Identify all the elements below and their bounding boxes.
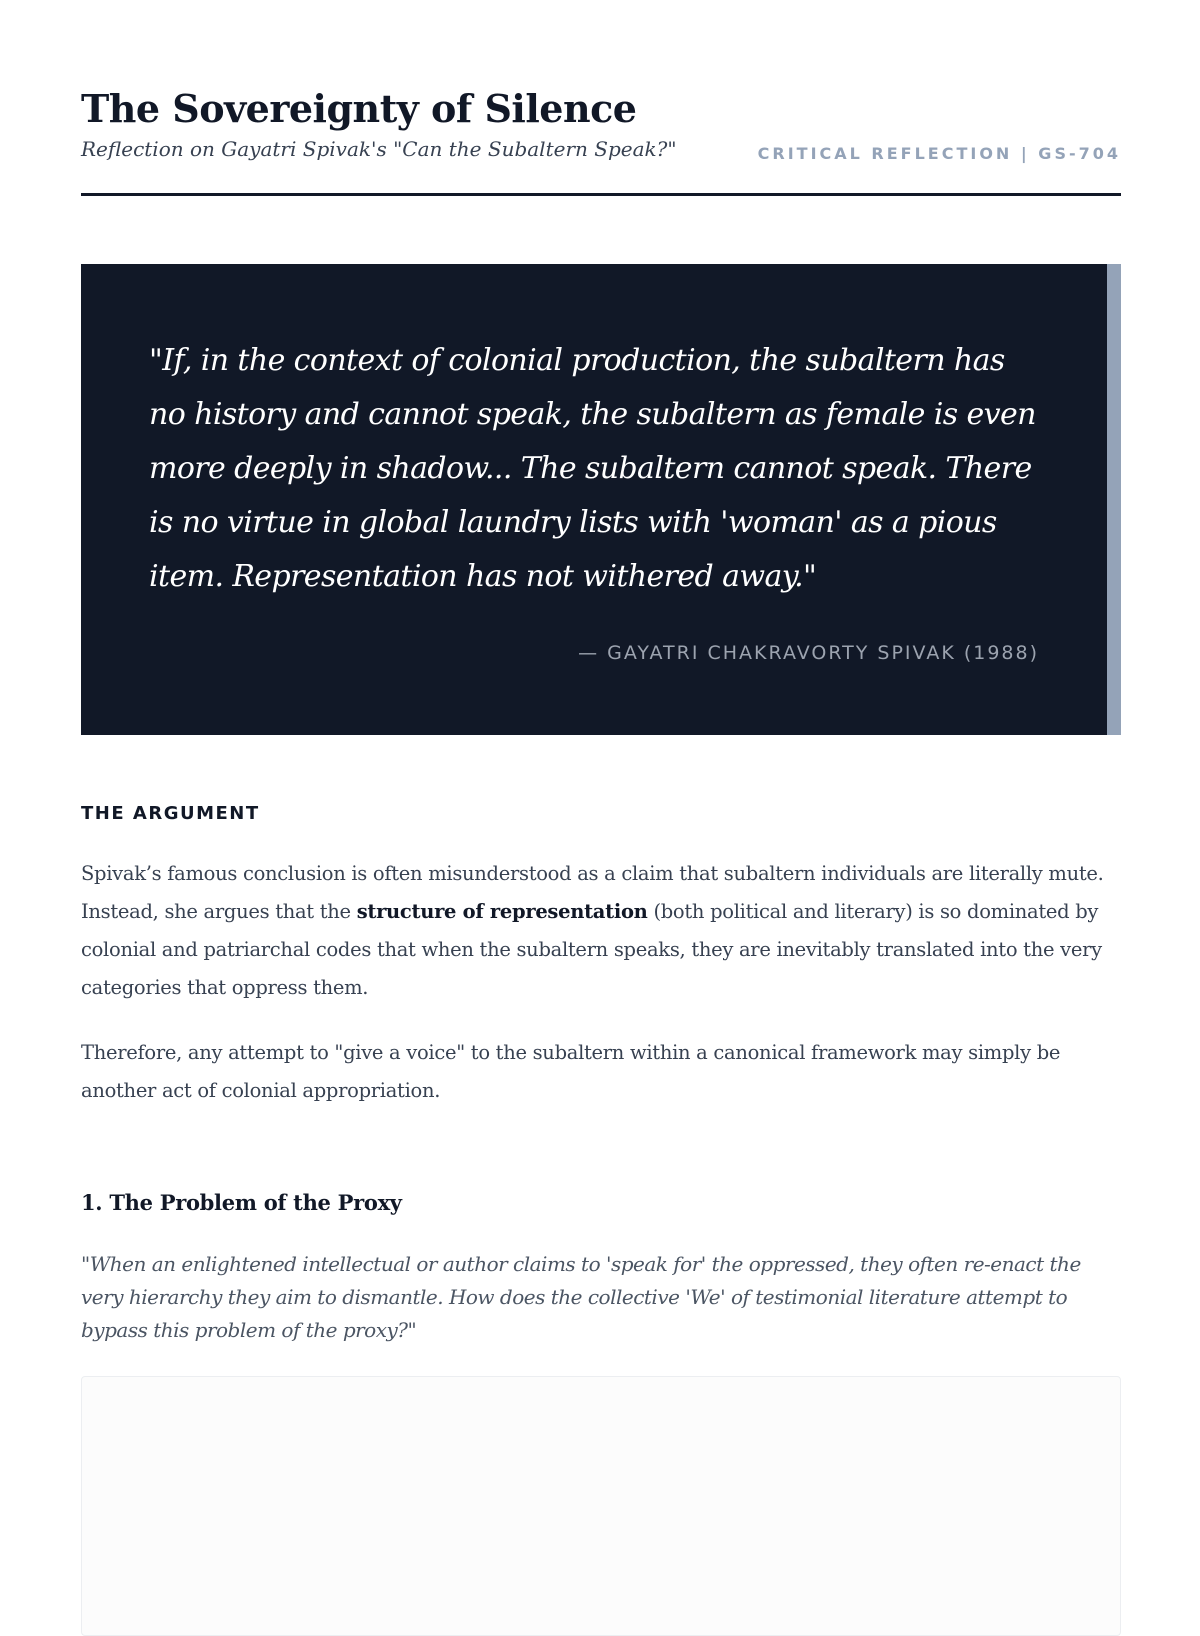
epigraph-quote-block	[81, 264, 1121, 735]
page-subtitle: Reflection on Gayatri Spivak's "Can the Subaltern Speak?"	[81, 137, 677, 161]
epigraph-attribution: — GAYATRI CHAKRAVORTY SPIVAK (1988)	[578, 642, 1039, 664]
argument-emphasis: structure of representation	[356, 900, 648, 923]
page-header	[81, 80, 1121, 196]
question-1-answer-input[interactable]	[81, 1376, 1121, 1636]
epigraph-quote-text: "If, in the context of colonial production, the subaltern has no history and cannot speak, the subaltern as female is even more deeply in shadow... The subaltern cannot speak. There is no virtue in global laundry lists with 'woman' as a pious item. Representation has not withered away."	[149, 343, 1036, 594]
page-title: The Sovereignty of Silence	[81, 86, 637, 131]
argument-heading: THE ARGUMENT	[81, 803, 260, 824]
course-tag: CRITICAL REFLECTION | GS-704	[757, 144, 1121, 163]
argument-paragraph-1-start: Spivak’s famous conclusion is often misunderstood as a claim that subaltern individuals are literally mute. Instead, she argues that the	[81, 862, 1104, 923]
question-1-title: 1. The Problem of the Proxy	[81, 1190, 402, 1215]
argument-paragraph-1-end: (both political and literary) is so dominated by colonial and patriarchal codes that when the subaltern speaks, they are inevitably translated into the very categories that oppress them.	[81, 900, 1102, 999]
argument-paragraph-1	[81, 855, 1121, 1007]
question-1-prompt: "When an enlightened intellectual or author claims to 'speak for' the oppressed, they often re-enact the very hierarchy they aim to dismantle. How does the collective 'We' of testimonial literature attempt to bypass this problem of the proxy?"	[81, 1252, 1081, 1342]
argument-paragraph-2: Therefore, any attempt to "give a voice" to the subaltern within a canonical framework may simply be another act of colonial appropriation.	[81, 1041, 1061, 1102]
